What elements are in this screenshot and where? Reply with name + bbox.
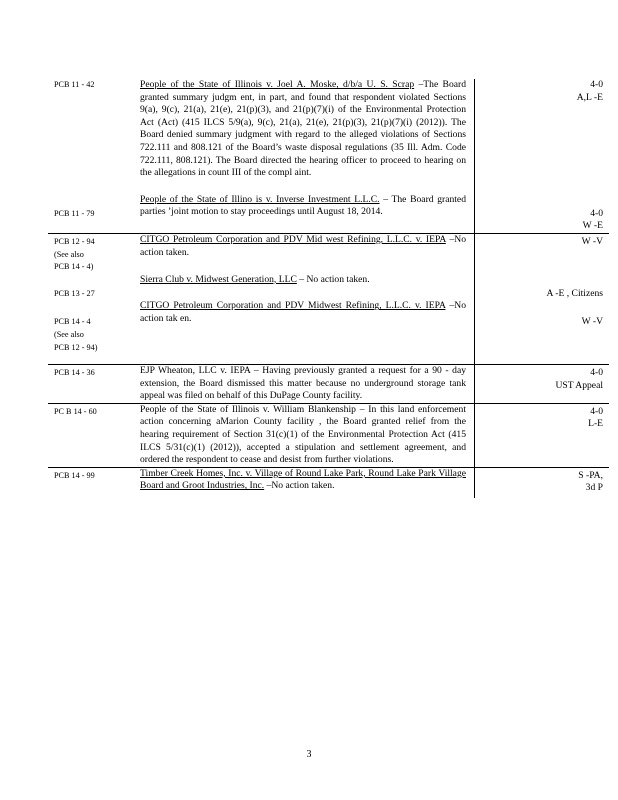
description-cell [134, 403, 475, 467]
vote-notes: S -PA, [578, 469, 603, 481]
docket-number: PCB 11 - 79 [54, 208, 95, 218]
case-summary: –No action taken. [140, 233, 467, 258]
page-number: 3 [306, 749, 312, 760]
docket-cell [48, 233, 134, 273]
vote-count: 4-0 [590, 367, 603, 379]
case-summary: People of the State of Illinois v. William Blankenship – In this land enforcement action concerning aMarion County facility , the Board granted relief from the hearing requirement of Section 31(c)(1) of the Environmental Protection Act (415 ILCS 5/31(c)(1) (2012)), accepted a stipulation and settlement agreement, and ordered the respondent to cease and desist from further violations. [140, 403, 466, 466]
case-summary: – No action taken. [296, 273, 370, 285]
docket-related: PCB 12 - 94) [54, 342, 98, 352]
vote-notes: A,L -E [576, 91, 603, 103]
vote-count: 4-0 [590, 79, 603, 90]
docket-cell [48, 300, 134, 364]
case-summary: –The Board granted summary judgm ent, in part, and found that respondent violated Sections 9(a), 9(c), 21(a), 21(e), 21(p)(3), and 21(p)(7)(i) of the Environmental Protection Act (Act) (415 ILCS 5/9(a), 9(c), 21(a), 21(e), 21(p)(3), 21(p)(7)(i) (2012)). The Board denied summary judgment with regard to the alleged violations of Sections 722.111 and 808.121 of the Board’s waste disposal regulations (35 Ill. Adm. Code 722.111, 808.121). The Board directed the hearing officer to proceed to hearing on the allegations in count III of the compl aint. [140, 79, 466, 179]
docket-cell [48, 274, 134, 301]
docket-number: PCB 14 - 36 [54, 368, 95, 378]
vote-notes: A -E , Citizens [546, 287, 603, 299]
case-summary: –No action taken. [264, 480, 335, 492]
case-title: Timber Creek Homes, Inc. v. Village of Round Lake Park, Round Lake Park Village Board and Groot Industries, Inc. [140, 467, 466, 492]
docket-number: PCB 14 - 4 [54, 317, 91, 327]
vote-count: 4-0 [590, 405, 603, 417]
vote-notes-2: 3d P [585, 482, 603, 494]
docket-number: PCB 14 - 99 [54, 470, 95, 480]
description-cell [134, 233, 475, 273]
vote-cell [475, 194, 610, 234]
case-title: Sierra Club v. Midwest Generation, LLC [140, 273, 297, 285]
description-cell [134, 300, 475, 364]
vote-cell [475, 233, 610, 273]
vote-cell [475, 300, 610, 364]
docket-cell [48, 467, 134, 498]
docket-number: PC B 14 - 60 [54, 406, 97, 416]
docket-cell [48, 403, 134, 467]
table-row [48, 194, 609, 234]
vote-notes: UST Appeal [555, 379, 603, 391]
docket-number: PCB 12 - 94 [54, 236, 95, 246]
docket-cell [48, 365, 134, 404]
table-row [48, 403, 609, 467]
docket-see-also: (See also [54, 249, 84, 259]
table-row [48, 233, 609, 273]
case-title: CITGO Petroleum Corporation and PDV Midwest Refining, L.L.C. v. IEPA [140, 300, 446, 312]
board-actions-table [48, 79, 609, 498]
table-row [48, 300, 609, 364]
docket-number: PCB 11 - 42 [54, 80, 95, 89]
vote-cell [475, 274, 610, 301]
vote-count: 4-0 [590, 207, 603, 219]
description-cell [134, 467, 475, 498]
table-row [48, 79, 609, 194]
description-cell [134, 79, 475, 194]
docket-related: PCB 14 - 4) [54, 262, 94, 272]
vote-notes: W -V [581, 235, 603, 247]
docket-see-also: (See also [54, 329, 84, 339]
vote-notes: W -V [581, 316, 603, 328]
table-row [48, 365, 609, 404]
docket-cell [48, 194, 134, 234]
vote-cell [475, 467, 610, 498]
description-cell [134, 365, 475, 404]
vote-cell [475, 403, 610, 467]
table-row [48, 274, 609, 301]
table-row [48, 467, 609, 498]
vote-cell [475, 365, 610, 404]
description-cell [134, 274, 475, 301]
vote-notes: W -E [582, 220, 603, 232]
description-cell [134, 194, 475, 234]
docket-cell [48, 79, 134, 194]
case-summary: – The Board granted parties ’joint motion to stay proceedings until August 18, 2014. [140, 193, 466, 218]
case-title: People of the State of Illino is v. Inverse Investment L.L.C. [140, 193, 380, 205]
vote-cell [475, 79, 610, 194]
case-title: People of the State of Illinois v. Joel A. Moske, d/b/a U. S. Scrap [140, 79, 415, 90]
case-summary: EJP Wheaton, LLC v. IEPA – Having previously granted a request for a 90 - day extension, the Board dismissed this matter because no underground storage tank appeal was filed on behalf of this DuPage County facility. [140, 365, 466, 402]
case-title: CITGO Petroleum Corporation and PDV Mid west Refining, L.L.C. v. IEPA [140, 233, 446, 245]
vote-notes: L-E [588, 418, 603, 430]
case-summary: –No action tak en. [140, 300, 466, 324]
docket-number: PCB 13 - 27 [54, 288, 95, 298]
